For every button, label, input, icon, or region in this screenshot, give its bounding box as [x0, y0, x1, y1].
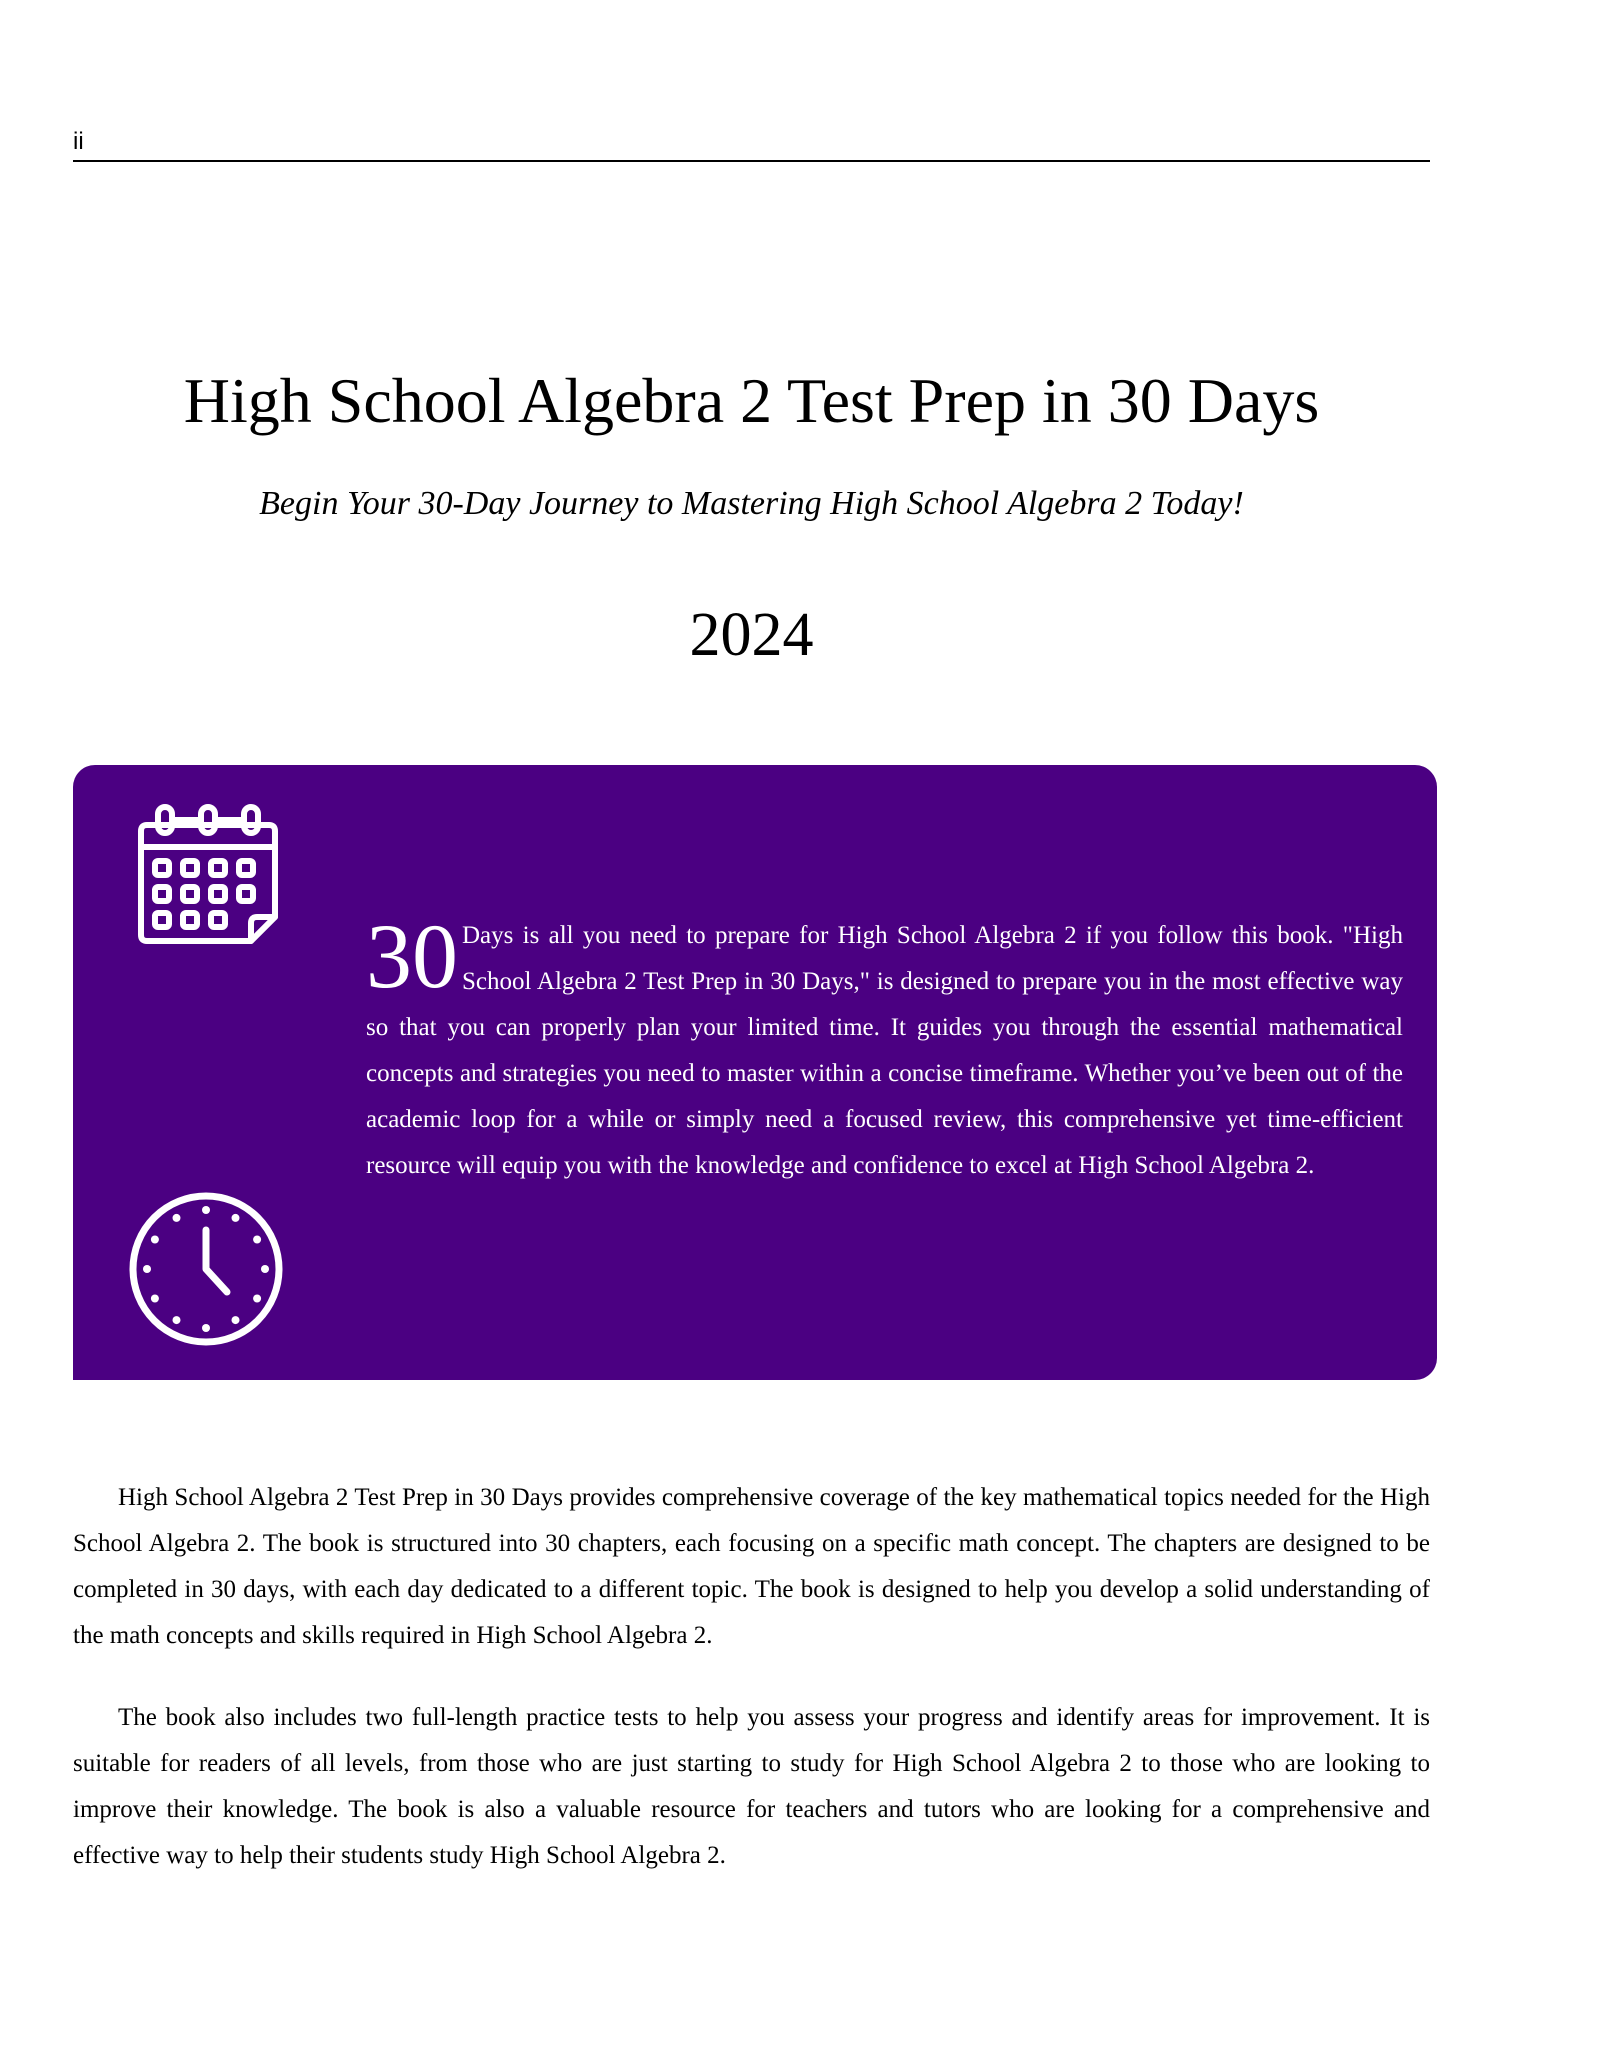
book-title: High School Algebra 2 Test Prep in 30 Days: [183, 365, 1320, 436]
promo-box: [73, 765, 1437, 1380]
clock-icon: [127, 1190, 285, 1348]
body-paragraph-2: The book also includes two full-length practice tests to help you assess your progress and identify areas for improvement. It is suitable for readers of all levels, from those who are just starting to study for High School Algebra 2 to those who are looking to improve their knowledge. The book is also a valuable resource for teachers and tutors who are looking for a comprehensive and effective way to help their students study High School Algebra 2.: [73, 1704, 1430, 1869]
drop-cap: 30: [366, 905, 458, 1007]
book-subtitle: Begin Your 30-Day Journey to Mastering High School Algebra 2 Today!: [259, 485, 1244, 522]
page-header: [73, 118, 1430, 162]
promo-body: Days is all you need to prepare for High School Algebra 2 if you follow this book. "High School Algebra 2 Test Prep in 30 Days," is designed to prepare you in the most effective way so that you can properly plan your limited time. It guides you through the essential mathematical concepts and strategies you need to master within a concise timeframe. Whether you’ve been out of the academic loop for a while or simply need a focused review, this comprehensive yet time-efficient resource will equip you with the knowledge and confidence to excel at High School Algebra 2.: [366, 922, 1403, 1179]
calendar-icon: [133, 795, 283, 947]
page-number: ii: [73, 128, 84, 155]
publication-year: 2024: [689, 601, 814, 669]
body-paragraph-1: High School Algebra 2 Test Prep in 30 Days provides comprehensive coverage of the key mathematical topics needed for the High School Algebra 2. The book is structured into 30 chapters, each focusing on a specific math concept. The chapters are designed to be completed in 30 days, with each day dedicated to a different topic. The book is designed to help you develop a solid understanding of the math concepts and skills required in High School Algebra 2.: [73, 1484, 1430, 1649]
promo-text: [366, 905, 1403, 1189]
